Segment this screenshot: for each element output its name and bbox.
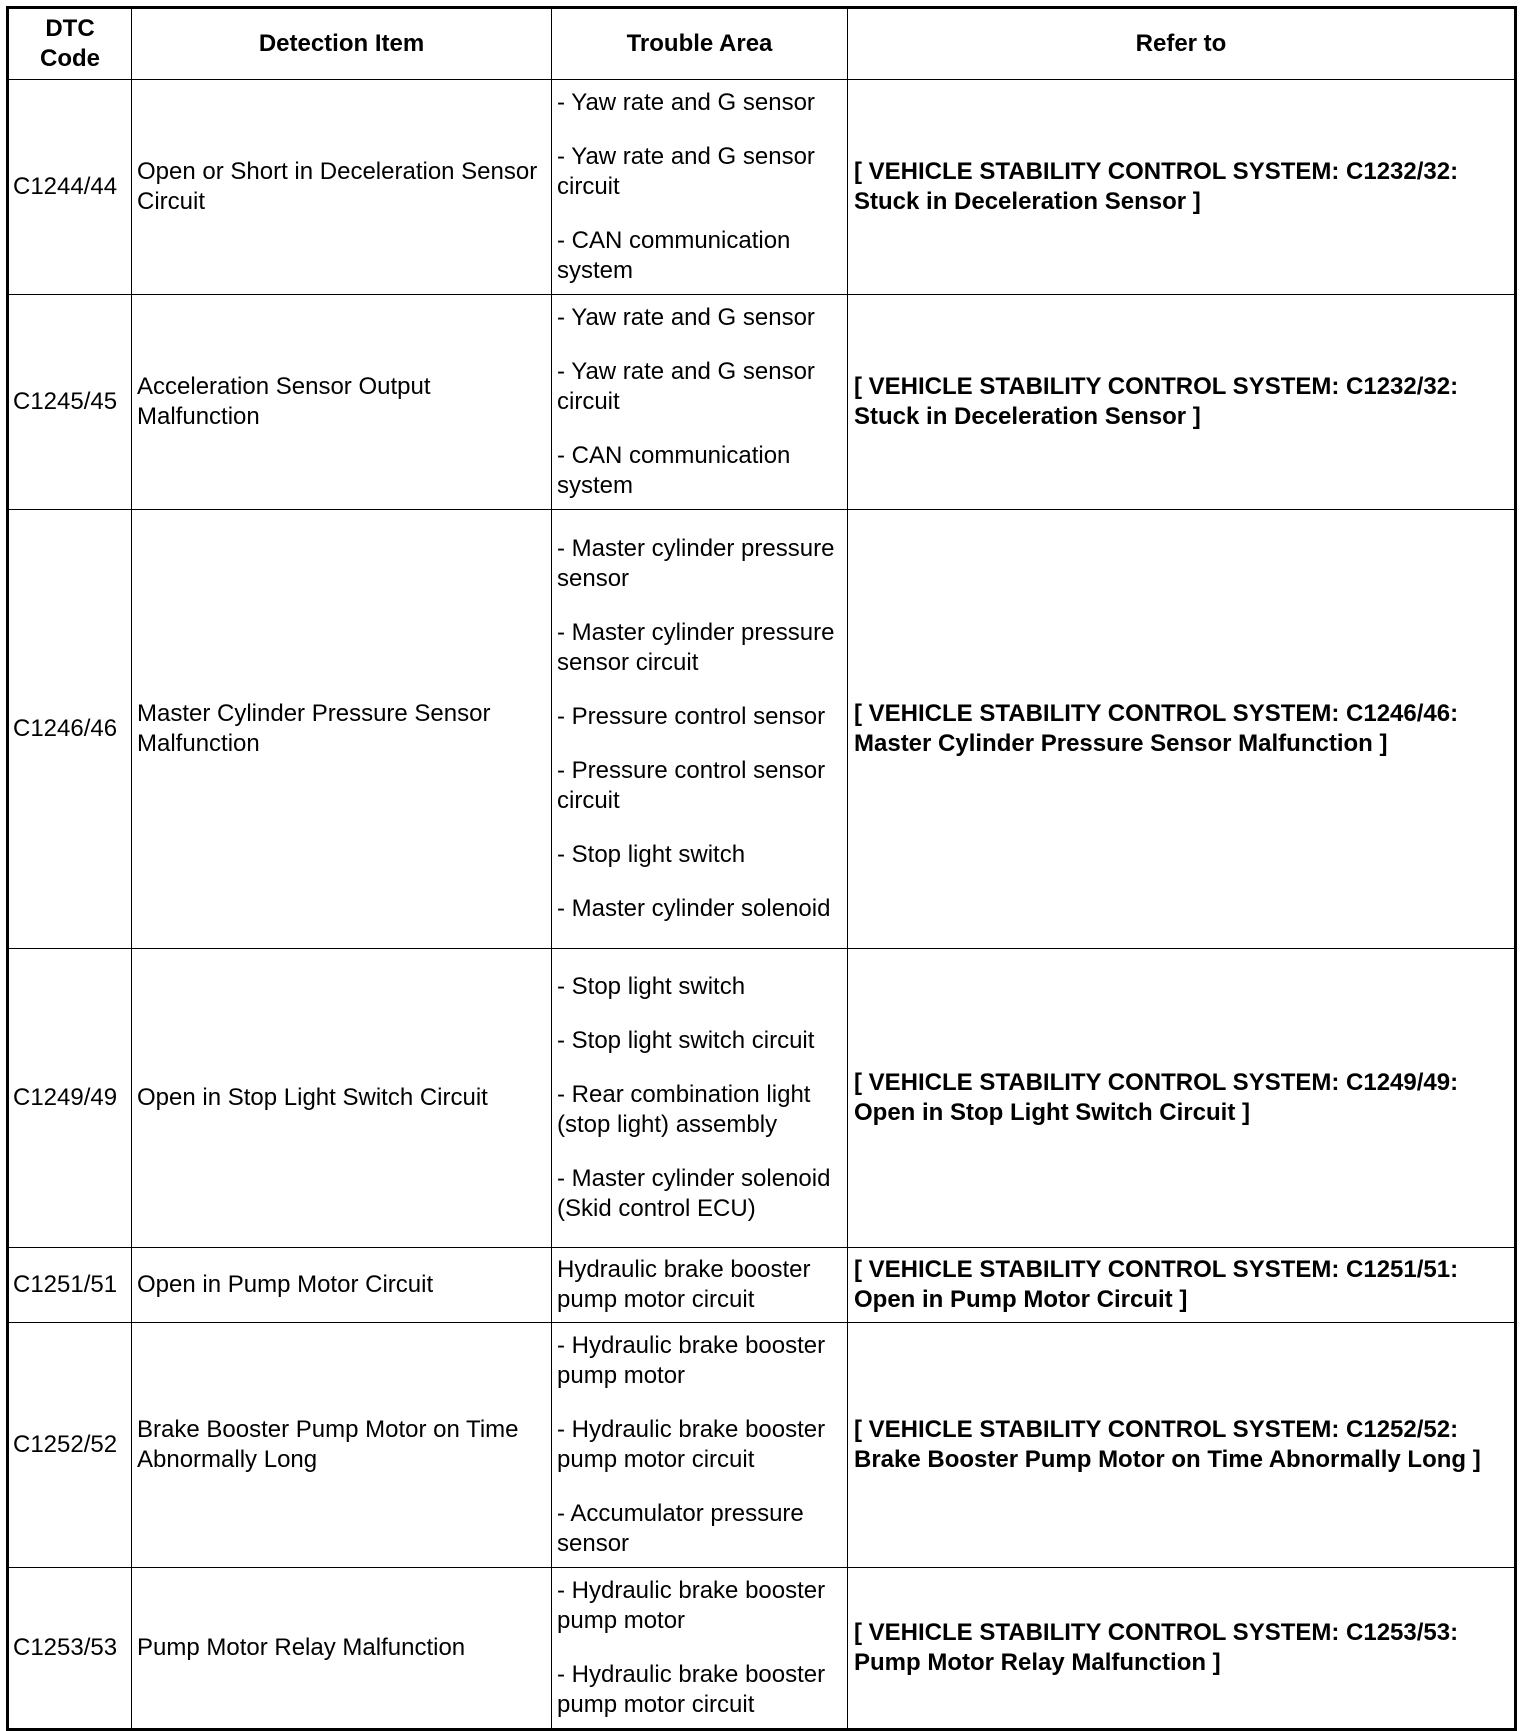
refer-to-link[interactable]: [ VEHICLE STABILITY CONTROL SYSTEM: C1232/32: Stuck in Deceleration Sensor ] (848, 295, 1516, 510)
refer-to-link[interactable]: [ VEHICLE STABILITY CONTROL SYSTEM: C1253/53: Pump Motor Relay Malfunction ] (848, 1568, 1516, 1730)
table-row (8, 949, 1516, 1248)
trouble-area (552, 80, 848, 295)
refer-to-link[interactable]: [ VEHICLE STABILITY CONTROL SYSTEM: C1252/52: Brake Booster Pump Motor on Time Abnormally Long ] (848, 1323, 1516, 1568)
trouble-area-entry: - Hydraulic brake booster pump motor circuit (557, 1661, 826, 1718)
table-row (8, 80, 1516, 295)
detection-item: Open in Stop Light Switch Circuit (132, 949, 552, 1248)
table-row (8, 1248, 1516, 1323)
trouble-area-entry: - Yaw rate and G sensor circuit (557, 143, 815, 200)
trouble-area-entry: - Master cylinder pressure sensor (557, 535, 835, 592)
trouble-area-entry: - Hydraulic brake booster pump motor circuit (557, 1416, 826, 1473)
trouble-area-entry: - Yaw rate and G sensor (557, 304, 815, 331)
trouble-area-entry: - Pressure control sensor (557, 703, 826, 730)
trouble-area (552, 1248, 848, 1323)
trouble-area-entry: - Stop light switch circuit (557, 1027, 815, 1054)
dtc-code: C1245/45 (8, 295, 132, 510)
dtc-code: C1251/51 (8, 1248, 132, 1323)
table-row (8, 295, 1516, 510)
detection-item: Pump Motor Relay Malfunction (132, 1568, 552, 1730)
trouble-area (552, 1568, 848, 1730)
trouble-area (552, 510, 848, 949)
dtc-code: C1249/49 (8, 949, 132, 1248)
trouble-area-entry: - Accumulator pressure sensor (557, 1500, 804, 1557)
refer-to-link[interactable]: [ VEHICLE STABILITY CONTROL SYSTEM: C1251/51: Open in Pump Motor Circuit ] (848, 1248, 1516, 1323)
dtc-table-container (6, 6, 1517, 1731)
table-header-row (8, 8, 1516, 80)
trouble-area-entry: - CAN communication system (557, 442, 791, 499)
refer-to-link[interactable]: [ VEHICLE STABILITY CONTROL SYSTEM: C1232/32: Stuck in Deceleration Sensor ] (848, 80, 1516, 295)
trouble-area-entry: - Rear combination light (stop light) assembly (557, 1081, 811, 1138)
trouble-area-entry: - Yaw rate and G sensor (557, 89, 815, 116)
trouble-area-entry: - Hydraulic brake booster pump motor (557, 1577, 826, 1634)
header-trouble-area: Trouble Area (552, 8, 848, 80)
table-row (8, 510, 1516, 949)
detection-item: Open in Pump Motor Circuit (132, 1248, 552, 1323)
trouble-area-entry: - Hydraulic brake booster pump motor (557, 1332, 826, 1389)
detection-item: Open or Short in Deceleration Sensor Circuit (132, 80, 552, 295)
trouble-area-entry: - Stop light switch (557, 841, 746, 868)
dtc-code: C1244/44 (8, 80, 132, 295)
trouble-area-entry: - Master cylinder solenoid (Skid control ECU) (557, 1165, 831, 1222)
trouble-area-entry: - Master cylinder pressure sensor circuit (557, 619, 835, 676)
trouble-area (552, 295, 848, 510)
trouble-area-entry: - Yaw rate and G sensor circuit (557, 358, 815, 415)
header-dtc-code: DTC Code (8, 8, 132, 80)
trouble-area-entry: - Pressure control sensor circuit (557, 757, 826, 814)
dtc-code: C1253/53 (8, 1568, 132, 1730)
dtc-code: C1246/46 (8, 510, 132, 949)
refer-to-link[interactable]: [ VEHICLE STABILITY CONTROL SYSTEM: C1249/49: Open in Stop Light Switch Circuit ] (848, 949, 1516, 1248)
dtc-table (6, 6, 1517, 1731)
table-row (8, 1323, 1516, 1568)
header-detection-item: Detection Item (132, 8, 552, 80)
refer-to-link[interactable]: [ VEHICLE STABILITY CONTROL SYSTEM: C1246/46: Master Cylinder Pressure Sensor Malfunction ] (848, 510, 1516, 949)
detection-item: Brake Booster Pump Motor on Time Abnormally Long (132, 1323, 552, 1568)
trouble-area-entry: - Master cylinder solenoid (557, 895, 831, 922)
header-refer-to: Refer to (848, 8, 1516, 80)
trouble-area-entry: - CAN communication system (557, 227, 791, 284)
table-row (8, 1568, 1516, 1730)
trouble-area (552, 1323, 848, 1568)
detection-item: Master Cylinder Pressure Sensor Malfunction (132, 510, 552, 949)
trouble-area (552, 949, 848, 1248)
dtc-code: C1252/52 (8, 1323, 132, 1568)
trouble-area-entry: - Stop light switch (557, 973, 746, 1000)
detection-item: Acceleration Sensor Output Malfunction (132, 295, 552, 510)
trouble-area-entry: Hydraulic brake booster pump motor circuit (557, 1256, 811, 1313)
